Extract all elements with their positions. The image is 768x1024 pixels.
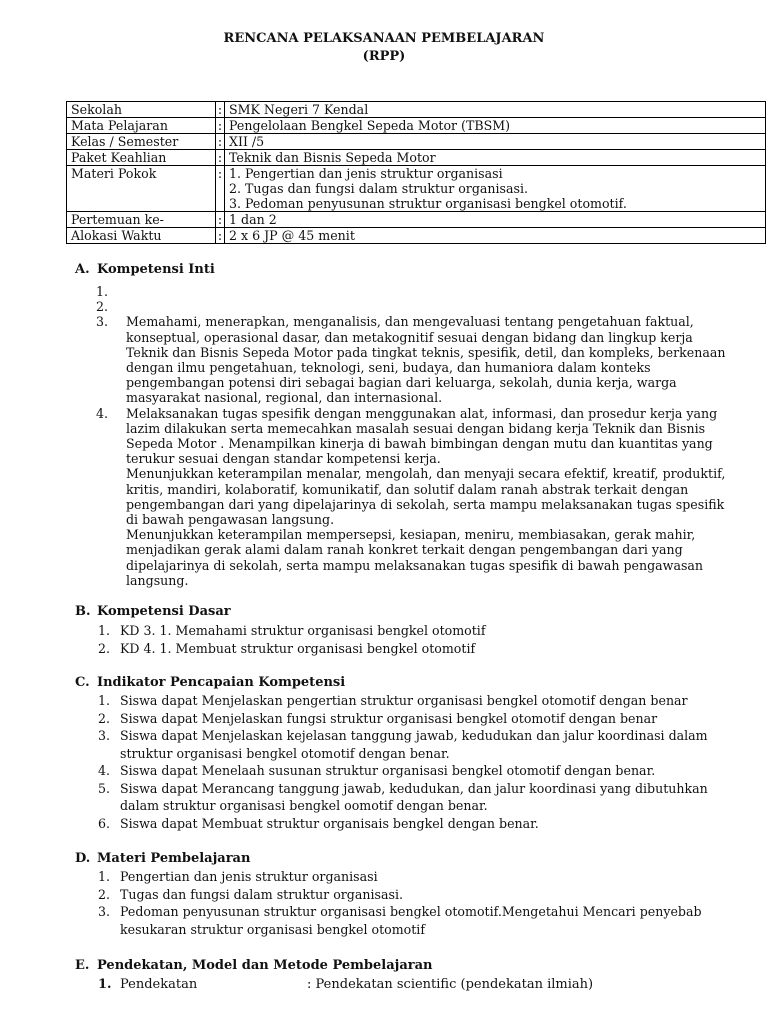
- section-e-heading: [75, 958, 433, 973]
- item-text: Pedoman penyusunan struktur organisasi bengkel otomotif.Mengetahui Mencari penyebab kesukaran struktur organisasi bengkel otomotif: [120, 904, 702, 937]
- item-text: Siswa dapat Membuat struktur organisais bengkel dengan benar.: [120, 815, 539, 831]
- list-item: [98, 622, 738, 640]
- info-separator: :: [216, 166, 225, 212]
- section-title: Indikator Pencapaian Kompetensi: [97, 675, 346, 690]
- list-item: [96, 299, 736, 314]
- section-title: Pendekatan, Model dan Metode Pembelajaran: [97, 958, 433, 973]
- info-value: [225, 150, 766, 166]
- section-d-heading: [75, 851, 250, 866]
- item-text: Siswa dapat Menjelaskan fungsi struktur organisasi bengkel otomotif dengan benar: [120, 710, 658, 726]
- list-item: [98, 692, 738, 710]
- item-number: 6.: [98, 815, 111, 831]
- list-item: [98, 780, 738, 815]
- list-item: [98, 815, 738, 833]
- info-value: [225, 102, 766, 118]
- doc-subtitle: (RPP): [362, 49, 406, 64]
- info-label: Paket Keahlian: [67, 150, 216, 166]
- extra-paragraph: Menunjukkan keterampilan menalar, mengolah, dan menyaji secara efektif, kreatif, produktif, kritis, mandiri, kolaboratif, komunikatif, dan solutif dalam ranah abstrak terkait dengan pengembangan dari yang dipelajarinya di sekolah, serta mampu melaksanakan tugas spesifik di bawah pengawasan langsung.: [126, 466, 726, 528]
- list-item: [96, 284, 736, 299]
- section-letter: D.: [75, 851, 91, 866]
- info-separator: :: [216, 150, 225, 166]
- info-label: Materi Pokok: [67, 166, 216, 212]
- info-label: Alokasi Waktu: [67, 228, 216, 244]
- pendekatan-row: [98, 977, 593, 992]
- list-item: [98, 640, 738, 658]
- info-value-line: Teknik dan Bisnis Sepeda Motor: [229, 150, 436, 165]
- info-row: [67, 118, 766, 134]
- info-value-line: SMK Negeri 7 Kendal: [229, 102, 369, 117]
- list-item: [98, 868, 738, 886]
- info-label: Pertemuan ke-: [67, 212, 216, 228]
- item-number: 1.: [98, 977, 112, 992]
- info-value: [225, 134, 766, 150]
- info-label: Sekolah: [67, 102, 216, 118]
- info-separator: :: [216, 118, 225, 134]
- item-number: 2.: [98, 640, 111, 656]
- info-value-line: XII /5: [229, 134, 265, 149]
- info-row: [67, 102, 766, 118]
- info-value-line: 3. Pedoman penyusunan struktur organisasi bengkel otomotif.: [229, 196, 627, 211]
- item-number: 1.: [98, 869, 111, 884]
- materi-list: [98, 868, 738, 938]
- info-row: [67, 150, 766, 166]
- item-text: [126, 299, 736, 314]
- section-c-heading: [75, 675, 345, 690]
- info-separator: :: [216, 102, 225, 118]
- list-item: [96, 406, 736, 467]
- info-row: [67, 166, 766, 212]
- info-label: Mata Pelajaran: [67, 118, 216, 134]
- item-text: Pengertian dan jenis struktur organisasi: [120, 869, 378, 884]
- item-number: 4.: [96, 405, 109, 421]
- section-a-heading: [75, 262, 215, 277]
- item-text: Memahami, menerapkan, menganalisis, dan mengevaluasi tentang pengetahuan faktual, konseptual, operasional dasar, dan metakognitif sesuai dengan bidang dan lingkup kerja Teknik dan Bisnis Sepeda Motor pada tingkat teknis, spesifik, detil, dan kompleks, berkenaan dengan ilmu pengetahuan, teknologi, seni, budaya, dan humaniora dalam konteks pengembangan potensi diri sebagai bagian dari keluarga, sekolah, dunia kerja, warga masyarakat nasional, regional, dan internasional.: [126, 314, 726, 406]
- list-item: [98, 762, 738, 780]
- doc-title: RENCANA PELAKSANAAN PEMBELAJARAN: [223, 31, 545, 46]
- list-item: [98, 727, 738, 762]
- item-number: 2.: [98, 886, 111, 902]
- section-letter: B.: [75, 604, 91, 619]
- item-text: Siswa dapat Menjelaskan kejelasan tanggung jawab, kedudukan dan jalur koordinasi dalam struktur organisasi bengkel otomotif dengan benar.: [120, 728, 708, 761]
- item-number: 3.: [98, 728, 111, 743]
- item-label: Pendekatan: [120, 977, 198, 992]
- item-number: 2.: [96, 299, 109, 315]
- item-number: 5.: [98, 780, 111, 796]
- item-text: Siswa dapat Menelaah susunan struktur organisasi bengkel otomotif dengan benar.: [120, 763, 656, 778]
- item-number: 3.: [98, 904, 111, 919]
- info-separator: :: [216, 228, 225, 244]
- extra-paragraph: Menunjukkan keterampilan mempersepsi, kesiapan, meniru, membiasakan, gerak mahir, menjadikan gerak alami dalam ranah konkret terkait dengan pengembangan dari yang dipelajarinya di sekolah, serta mampu melaksanakan tugas spesifik di bawah pengawasan langsung.: [126, 527, 704, 588]
- section-title: Kompetensi Dasar: [97, 604, 231, 619]
- indikator-list: [98, 692, 738, 832]
- info-value-line: Pengelolaan Bengkel Sepeda Motor (TBSM): [229, 118, 511, 133]
- item-number: 1.: [98, 623, 111, 638]
- item-text: KD 3. 1. Memahami struktur organisasi bengkel otomotif: [120, 623, 486, 638]
- info-value-line: 2 x 6 JP @ 45 menit: [229, 228, 355, 243]
- item-text: Tugas dan fungsi dalam struktur organisasi.: [120, 886, 403, 902]
- info-value: [225, 166, 766, 212]
- item-value: : Pendekatan scientific (pendekatan ilmiah): [307, 977, 594, 992]
- info-value-line: 1. Pengertian dan jenis struktur organisasi: [229, 166, 503, 181]
- section-title: Materi Pembelajaran: [97, 851, 251, 866]
- item-text: Melaksanakan tugas spesifik dengan menggunakan alat, informasi, dan prosedur kerja yang lazim dilakukan serta memecahkan masalah sesuai dengan bidang kerja Teknik dan Bisnis Sepeda Motor . Menampilkan kinerja di bawah bimbingan dengan mutu dan kuantitas yang terukur sesuai dengan standar kompetensi kerja.: [126, 405, 718, 467]
- item-text: [126, 284, 736, 299]
- info-value: [225, 228, 766, 244]
- info-value-line: 2. Tugas dan fungsi dalam struktur organisasi.: [229, 181, 528, 196]
- info-value-line: 1 dan 2: [229, 212, 277, 227]
- list-item: [98, 886, 738, 904]
- info-separator: :: [216, 212, 225, 228]
- section-letter: E.: [75, 958, 90, 973]
- section-letter: A.: [75, 262, 90, 277]
- item-number: 1.: [98, 693, 111, 708]
- item-text: KD 4. 1. Membuat struktur organisasi bengkel otomotif: [120, 640, 476, 656]
- section-title: Kompetensi Inti: [97, 262, 215, 277]
- info-label: Kelas / Semester: [67, 134, 216, 150]
- section-letter: C.: [75, 675, 90, 690]
- kompetensi-inti-list: [96, 284, 736, 588]
- list-item: [98, 903, 738, 938]
- list-item: [98, 710, 738, 728]
- item-text: Siswa dapat Menjelaskan pengertian struktur organisasi bengkel otomotif dengan benar: [120, 693, 688, 708]
- item-number: 1.: [96, 284, 109, 299]
- info-row: [67, 228, 766, 244]
- info-row: [67, 212, 766, 228]
- item-number: 4.: [98, 763, 111, 778]
- section-b-heading: [75, 604, 231, 619]
- info-separator: :: [216, 134, 225, 150]
- identity-table: [66, 101, 766, 244]
- item-number: 3.: [96, 314, 109, 330]
- info-value: [225, 118, 766, 134]
- list-item: [96, 314, 736, 405]
- info-value: [225, 212, 766, 228]
- item-number: 2.: [98, 710, 111, 726]
- info-row: [67, 134, 766, 150]
- item-text: Siswa dapat Merancang tanggung jawab, kedudukan, dan jalur koordinasi yang dibutuhkan dalam struktur organisasi bengkel oomotif dengan benar.: [120, 780, 708, 813]
- kompetensi-dasar-list: [98, 622, 738, 657]
